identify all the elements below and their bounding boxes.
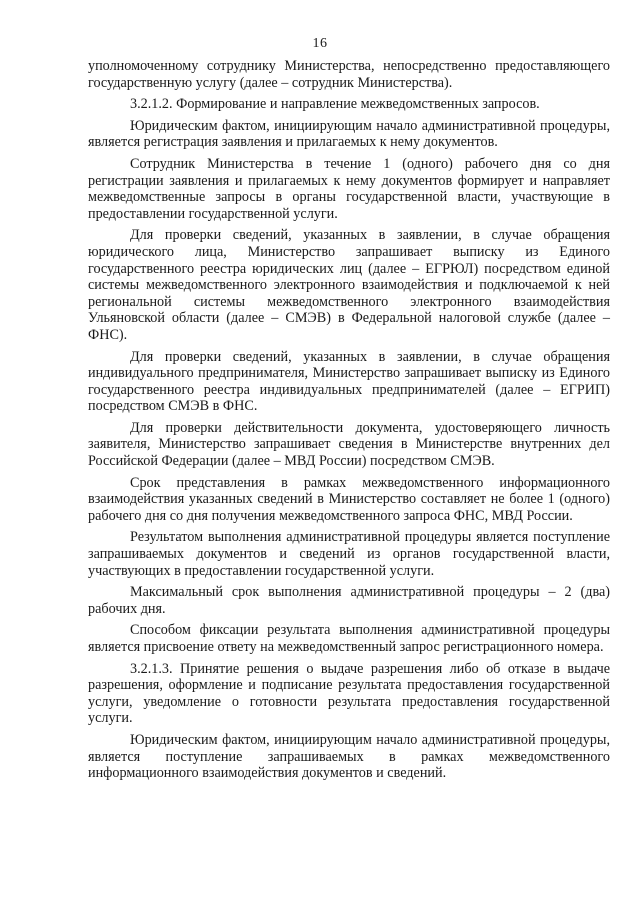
paragraph-continuation: уполномоченному сотруднику Министерства, непосредственно предоставляющего государственную услугу (далее – сотрудник Министерства). — [88, 58, 610, 91]
paragraph: Юридическим фактом, инициирующим начало административной процедуры, является регистрация заявления и прилагаемых к нему документов. — [88, 117, 610, 151]
paragraph: Срок представления в рамках межведомственного информационного взаимодействия указанных сведений в Министерство составляет не более 1 (одного) рабочего дня со дня получения межведомственного запроса ФНС, МВД России. — [88, 474, 610, 524]
paragraph: Для проверки сведений, указанных в заявлении, в случае обращения юридического лица, Министерство запрашивает выписку из Единого государственного реестра юридических лиц (далее – ЕГРЮЛ) посредством единой системы межведомственного электронного взаимодействия и подключаемой к ней региональной системы межведомственного электронного взаимодействия Ульяновской области (далее – СМЭВ) в Федеральной налоговой службе (далее – ФНС). — [88, 227, 610, 343]
paragraph: Для проверки действительности документа, удостоверяющего личность заявителя, Министерство запрашивает сведения в Министерстве внутренних дел Российской Федерации (далее – МВД России) посредством СМЭВ. — [88, 419, 610, 470]
paragraph: Способом фиксации результата выполнения административной процедуры является присвоение ответу на межведомственный запрос регистрационного номера. — [88, 622, 610, 655]
paragraph: Результатом выполнения административной процедуры является поступление запрашиваемых документов и сведений из органов государственной власти, участвующих в предоставлении государственной услуги. — [88, 529, 610, 579]
section-heading-3-2-1-2: 3.2.1.2. Формирование и направление межведомственных запросов. — [130, 96, 540, 113]
paragraph: Для проверки сведений, указанных в заявлении, в случае обращения индивидуального предпринимателя, Министерство запрашивает выписку из Единого государственного реестра индивидуальных предпринимателей (далее – ЕГРИП) посредством СМЭВ в ФНС. — [88, 348, 610, 415]
paragraph: Сотрудник Министерства в течение 1 (одного) рабочего дня со дня регистрации заявления и прилагаемых к нему документов формирует и направляет межведомственные запросы в органы государственной власти, участвующие в предоставлении государственной услуги. — [88, 155, 610, 222]
page-number: 16 — [312, 36, 328, 51]
paragraph: Юридическим фактом, инициирующим начало административной процедуры, является поступление запрашиваемых в рамках межведомственного информационного взаимодействия документов и сведений. — [88, 731, 610, 782]
section-heading-3-2-1-3: 3.2.1.3. Принятие решения о выдаче разрешения либо об отказе в выдаче разрешения, оформление и подписание результата предоставления государственной услуги, уведомление о готовности результата предоставления государственной услуги. — [88, 660, 610, 727]
paragraph: Максимальный срок выполнения административной процедуры – 2 (два) рабочих дня. — [88, 584, 610, 617]
document-body — [88, 58, 610, 782]
